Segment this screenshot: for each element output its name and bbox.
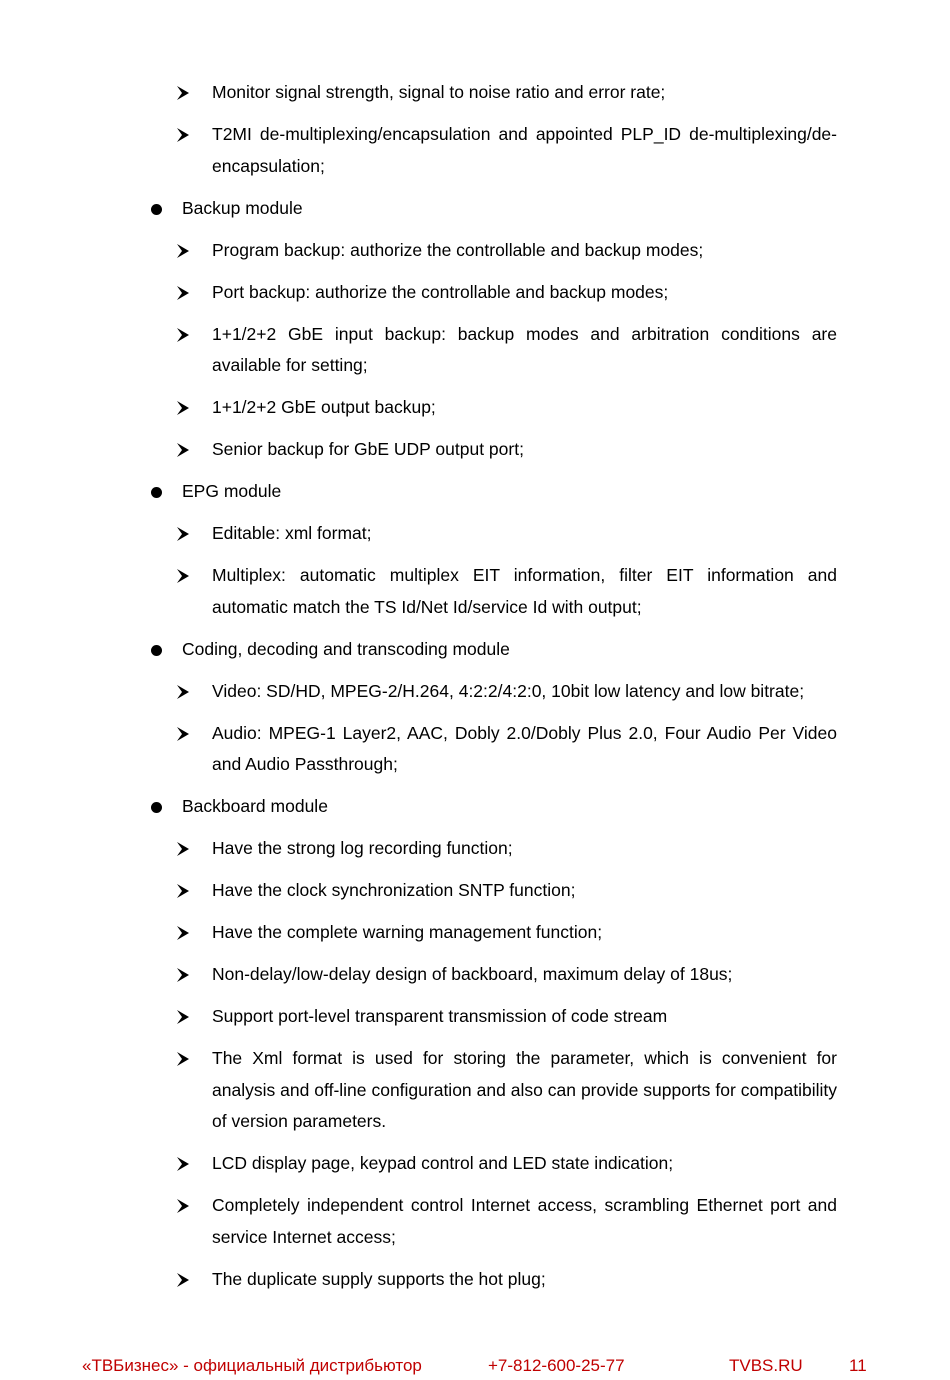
list-item bbox=[212, 875, 837, 907]
list-item bbox=[212, 917, 837, 949]
list-item-text: Editable: xml format; bbox=[212, 523, 372, 543]
footer-site: TVBS.RU bbox=[729, 1356, 803, 1375]
arrowhead-bullet-icon bbox=[176, 1264, 190, 1295]
list-item-text: LCD display page, keypad control and LED state indication; bbox=[212, 1153, 674, 1173]
list-item bbox=[212, 1043, 837, 1138]
section-heading bbox=[182, 634, 837, 666]
list-item-text: 1+1/2+2 GbE output backup; bbox=[212, 397, 436, 417]
list-item bbox=[212, 1264, 837, 1296]
arrowhead-bullet-icon bbox=[176, 917, 190, 948]
section-heading-text: Backboard module bbox=[182, 796, 328, 816]
section-heading bbox=[182, 476, 837, 508]
section-heading-text: EPG module bbox=[182, 481, 282, 501]
list-item-text: Non-delay/low-delay design of backboard, maximum delay of 18us; bbox=[212, 964, 733, 984]
list-item-text: The duplicate supply supports the hot plug; bbox=[212, 1268, 546, 1289]
list-item bbox=[212, 77, 837, 109]
section-heading bbox=[182, 193, 837, 225]
arrowhead-bullet-icon bbox=[176, 959, 190, 990]
arrowhead-bullet-icon bbox=[176, 1043, 190, 1074]
arrowhead-bullet-icon bbox=[176, 392, 190, 423]
list-item-text: Program backup: authorize the controllable and backup modes; bbox=[212, 239, 704, 260]
arrowhead-bullet-icon bbox=[176, 518, 190, 549]
arrowhead-bullet-icon bbox=[176, 119, 190, 150]
list-item bbox=[212, 959, 837, 991]
list-item-text: T2MI de-multiplexing/encapsulation and appointed PLP_ID de-multiplexing/de-encapsulation; bbox=[212, 124, 837, 176]
arrowhead-bullet-icon bbox=[176, 718, 190, 749]
list-item bbox=[212, 119, 837, 182]
section-heading bbox=[182, 791, 837, 823]
list-item-text: Video: SD/HD, MPEG-2/H.264, 4:2:2/4:2:0, 10bit low latency and low bitrate; bbox=[212, 680, 805, 701]
arrowhead-bullet-icon bbox=[176, 875, 190, 906]
list-item bbox=[212, 833, 837, 865]
arrowhead-bullet-icon bbox=[176, 676, 190, 707]
list-item-text: Port backup: authorize the controllable and backup modes; bbox=[212, 281, 669, 302]
list-item-text: Have the clock synchronization SNTP function; bbox=[212, 880, 576, 900]
list-item bbox=[212, 319, 837, 382]
footer-phone: +7-812-600-25-77 bbox=[488, 1356, 625, 1375]
list-item bbox=[212, 560, 837, 623]
list-item-text: Monitor signal strength, signal to noise ratio and error rate; bbox=[212, 82, 666, 102]
arrowhead-bullet-icon bbox=[176, 235, 190, 266]
list-item bbox=[212, 434, 837, 466]
list-item-text: Multiplex: automatic multiplex EIT information, filter EIT information and automatic match the TS Id/Net Id/service Id with output; bbox=[212, 565, 837, 617]
list-item bbox=[212, 518, 837, 550]
document-body bbox=[0, 77, 950, 1295]
arrowhead-bullet-icon bbox=[176, 77, 190, 108]
list-item bbox=[212, 1148, 837, 1180]
arrowhead-bullet-icon bbox=[176, 560, 190, 591]
list-item-text: Audio: MPEG-1 Layer2, AAC, Dobly 2.0/Dobly Plus 2.0, Four Audio Per Video and Audio Passthrough; bbox=[212, 722, 837, 774]
list-item-text: Completely independent control Internet access, scrambling Ethernet port and service Internet access; bbox=[212, 1195, 837, 1247]
arrowhead-bullet-icon bbox=[176, 1190, 190, 1221]
arrowhead-bullet-icon bbox=[176, 277, 190, 308]
list-item bbox=[212, 277, 837, 309]
list-item-text: Support port-level transparent transmission of code stream bbox=[212, 1006, 668, 1026]
footer-distributor: «ТВБизнес» - официальный дистрибьютор bbox=[82, 1356, 422, 1375]
circle-bullet-icon bbox=[151, 802, 162, 813]
list-item-text: Senior backup for GbE UDP output port; bbox=[212, 439, 524, 459]
list-item bbox=[212, 392, 837, 424]
page-number: 11 bbox=[849, 1356, 867, 1375]
list-item-text: Have the complete warning management function; bbox=[212, 922, 603, 942]
list-item-text: 1+1/2+2 GbE input backup: backup modes and arbitration conditions are available for setting; bbox=[212, 323, 837, 375]
arrowhead-bullet-icon bbox=[176, 434, 190, 465]
list-item-text: The Xml format is used for storing the parameter, which is convenient for analysis and off-line configuration and also can provide supports for compatibility of version parameters. bbox=[212, 1048, 837, 1131]
list-item bbox=[212, 676, 837, 708]
arrowhead-bullet-icon bbox=[176, 1001, 190, 1032]
list-item bbox=[212, 718, 837, 781]
arrowhead-bullet-icon bbox=[176, 833, 190, 864]
section-heading-text: Backup module bbox=[182, 197, 303, 218]
arrowhead-bullet-icon bbox=[176, 319, 190, 350]
circle-bullet-icon bbox=[151, 204, 162, 215]
list-item bbox=[212, 1190, 837, 1253]
list-item bbox=[212, 1001, 837, 1033]
circle-bullet-icon bbox=[151, 487, 162, 498]
list-item-text: Have the strong log recording function; bbox=[212, 838, 513, 858]
list-item bbox=[212, 235, 837, 267]
circle-bullet-icon bbox=[151, 645, 162, 656]
arrowhead-bullet-icon bbox=[176, 1148, 190, 1179]
section-heading-text: Coding, decoding and transcoding module bbox=[182, 638, 510, 659]
